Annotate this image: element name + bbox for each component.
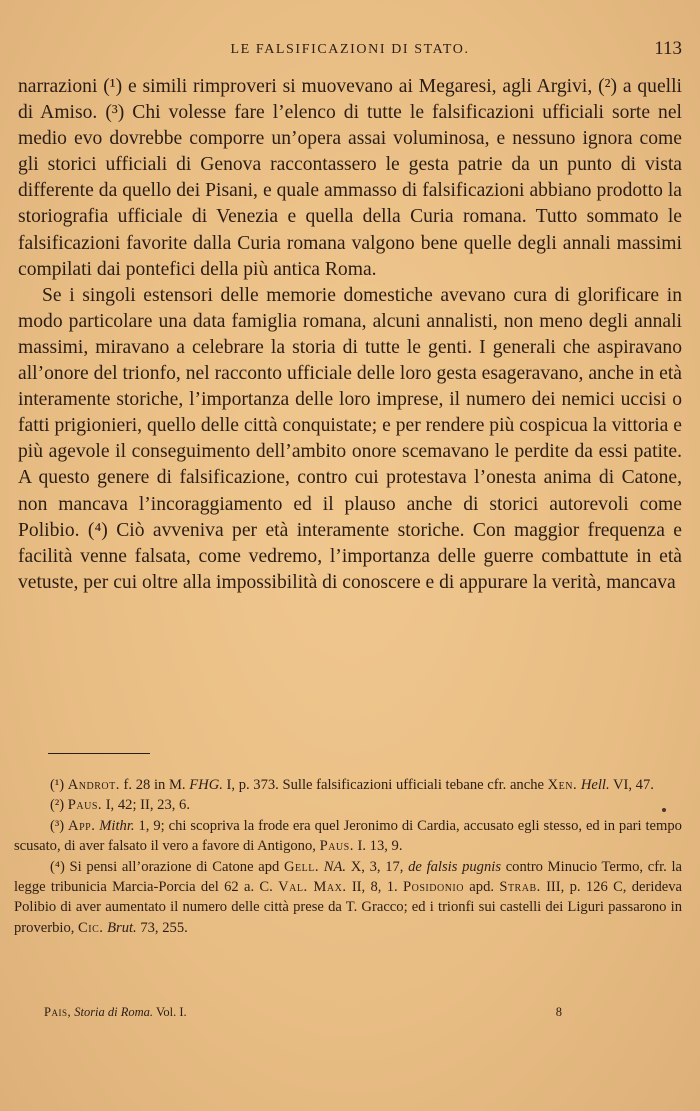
footnote-text: f. 28 in M.	[119, 777, 190, 793]
footnote-text: 73, 255.	[136, 919, 188, 936]
footnote-text: I, 42; II, 23, 6.	[102, 797, 191, 814]
signature-mark: 8	[555, 1005, 562, 1019]
footnote-text: X, 3, 17,	[346, 858, 409, 875]
footnote-text: VI, 47.	[609, 777, 654, 793]
author-abbrev: Paus.	[67, 797, 103, 814]
footnote-text: Si pensi all’orazione di Catone apd	[64, 858, 285, 875]
footnote-mark: (²)	[50, 797, 65, 814]
paragraph: Se i singoli estensori delle memorie domestiche avevano cura di glorificare in modo particolare una data famiglia romana, alcuni annalisti, non meno degli annali massimi, miravano a celebrare la storia di tutte le genti. I generali che aspiravano all’onore del trionfo, nel racconto ufficiale delle loro gesta esageravano, anche in età interamente storiche, l’importanza delle loro imprese, il numero dei nemici uccisi o fatti prigionieri, quello delle città conquistate; e per rendere più cospicua la vittoria e più agevole il conseguimento dell’ambito onore scemavano le perdite da essi patite. A questo genere di falsificazione, contro cui protestava l’onesta anima di Catone, non mancava l’incoraggiamento ed il plauso anche di storici autorevoli come Polibio. (⁴) Ciò avveniva per età interamente storiche. Con maggior frequenza e facilità venne falsata, come vedremo, l’importanza delle guerre combattute in età vetuste, per cui oltre alla impossibilità di conoscere e di appurare la verità, mancava	[18, 284, 682, 593]
footnote-text: I. 13, 9.	[353, 838, 403, 855]
author-abbrev: App.	[68, 817, 96, 834]
work-title: Brut.	[107, 919, 137, 936]
footnote-3	[14, 816, 682, 857]
author-abbrev: Gell.	[284, 858, 320, 875]
footnote-text: II, 8, 1.	[346, 879, 404, 896]
author-abbrev: Val. Max.	[278, 879, 347, 896]
main-text	[18, 74, 682, 596]
author-abbrev: Androt.	[67, 777, 120, 793]
page-header	[18, 38, 682, 62]
footnote-mark: (⁴)	[50, 858, 65, 875]
running-title: LE FALSIFICAZIONI DI STATO.	[230, 42, 470, 57]
work-title: FHG.	[189, 777, 223, 793]
work-title: NA.	[323, 858, 347, 875]
footnote-text: contro Minucio Termo, cfr. la legge tribunicia Marcia-Porcia del 62 a. C.	[14, 858, 682, 896]
footer-volume: Vol. I.	[153, 1005, 187, 1019]
footnote-separator	[48, 753, 150, 754]
author-abbrev: Cic.	[78, 919, 104, 936]
footnote-mark: (¹)	[50, 777, 65, 793]
author-abbrev: Xen.	[547, 777, 578, 793]
page-number: 113	[654, 38, 682, 59]
latin-quote: de falsis pugnis	[408, 858, 502, 875]
footnote-text: III, p. 126 C, derideva Polibio di aver aumentato il numero delle città prese da T. Gracco; ed i trionfi sui castelli dei Liguri passarono in proverbio,	[14, 879, 683, 936]
signature-line	[44, 1005, 187, 1020]
footnote-1	[14, 775, 682, 795]
paragraph: narrazioni (¹) e simili rimproveri si muovevano ai Megaresi, agli Argivi, (²) a quelli di Amiso. (³) Chi volesse fare l’elenco di tutte le falsificazioni ufficiali sorte nel medio evo dovrebbe comporre un’opera assai voluminosa, e nessuno ignora come gli storici ufficiali di Genova raccontassero le gesta patrie da un punto di vista differente da quello dei Pisani, e quale ammasso di falsificazioni abbiano prodotto la storiografia ufficiale di Venezia e quella della Curia romana. Tutto sommato le falsificazioni favorite dalla Curia romana valgono bene quelle degli annali massimi compilati dai pontefici della più antica Roma.	[18, 76, 682, 280]
page-footer	[44, 1005, 562, 1025]
footnote-text: apd.	[463, 879, 500, 896]
footer-title: Storia di Roma.	[74, 1005, 154, 1019]
footnote-text: I, p. 373. Sulle falsificazioni ufficiali tebane cfr. anche	[222, 777, 548, 793]
work-title: Mithr.	[99, 817, 135, 834]
footnote-mark: (³)	[50, 817, 65, 834]
footnote-text: 1, 9; chi scopriva la frode era quel Jeronimo di Cardia, accusato egli stesso, ed in pari tempo scusato, di aver falsato il vero a favore di Antigono,	[14, 817, 682, 855]
work-title: Hell.	[580, 777, 610, 793]
author-abbrev: Posidonio	[403, 879, 464, 896]
footnotes	[14, 775, 682, 938]
author-abbrev: Strab.	[499, 879, 541, 896]
author-abbrev: Paus.	[319, 838, 354, 855]
footnote-4	[14, 857, 682, 939]
footer-author: Pais,	[44, 1005, 72, 1019]
footnote-2	[14, 795, 682, 815]
